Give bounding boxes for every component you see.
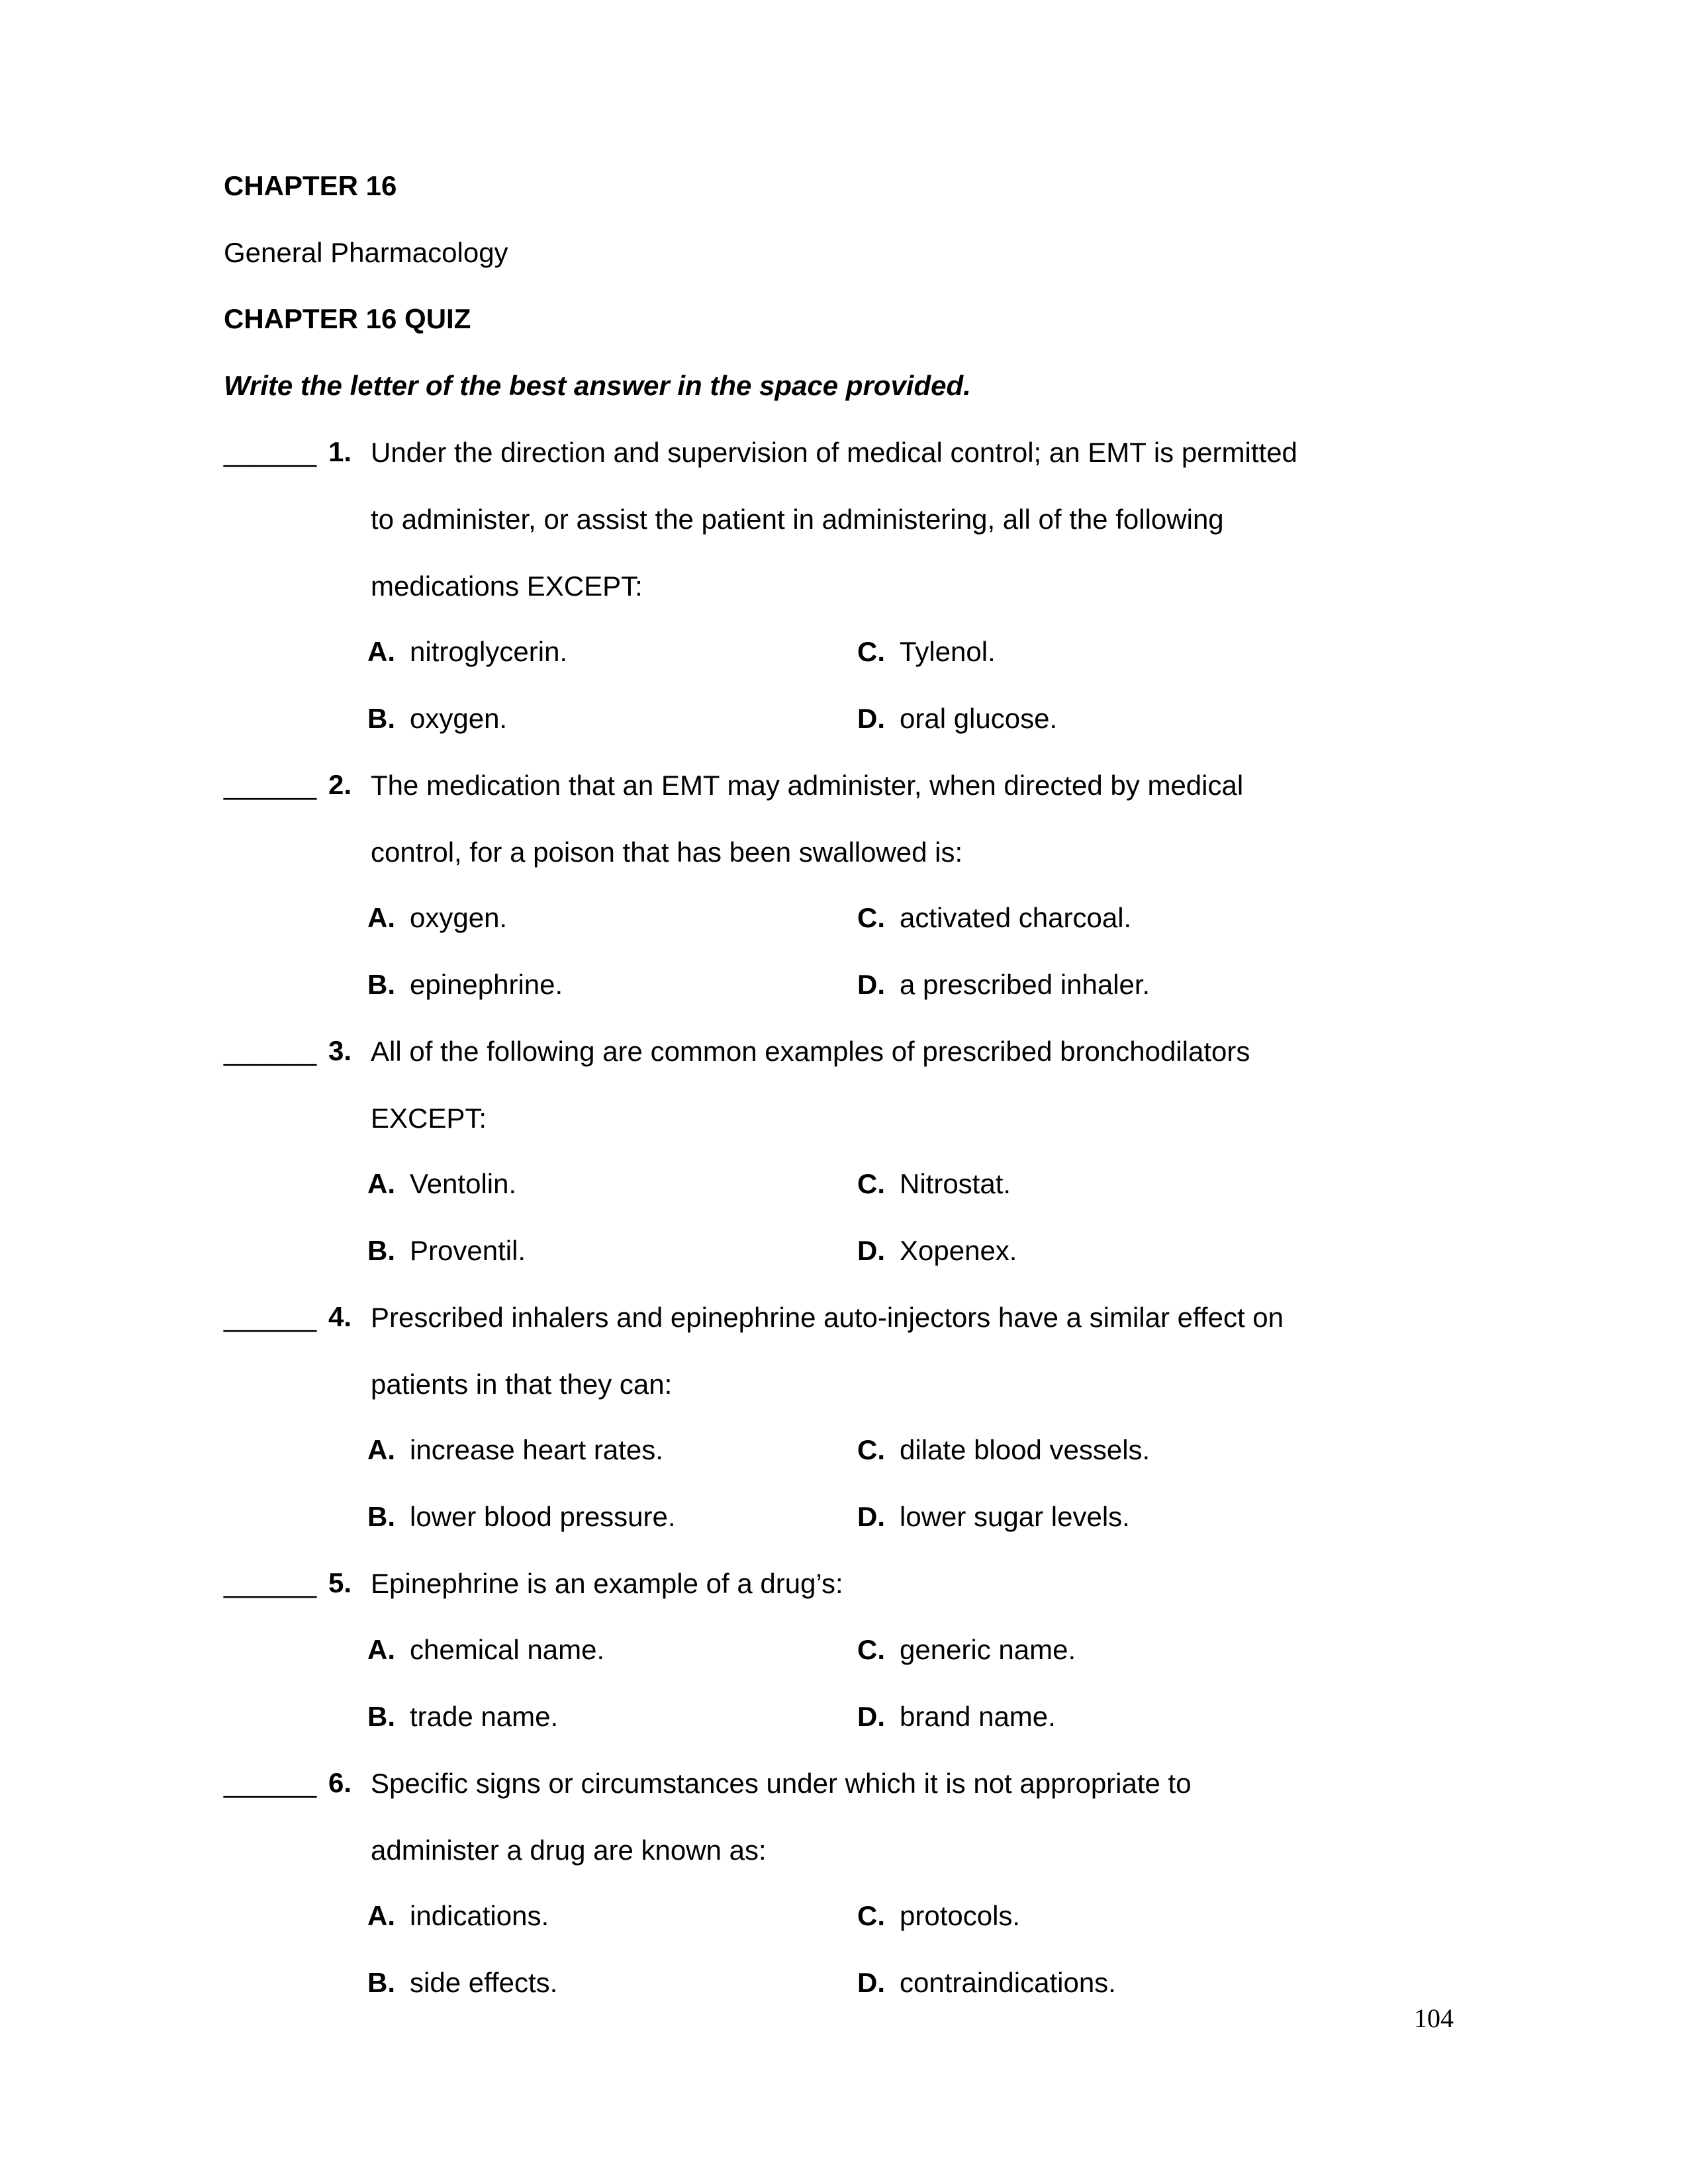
option-text: dilate blood vessels. <box>900 1434 1150 1465</box>
option-text: activated charcoal. <box>900 902 1132 933</box>
option-d <box>857 1497 1130 1537</box>
question-text: All of the following are common examples of prescribed bronchodilators EXCEPT: <box>371 1036 1250 1134</box>
answer-blank[interactable]: ______ <box>224 436 317 467</box>
option-letter: D. <box>857 1501 885 1532</box>
option-text: Tylenol. <box>900 636 996 667</box>
option-letter: A. <box>367 902 395 933</box>
option-b <box>367 1963 557 2003</box>
option-a <box>367 1430 663 1470</box>
option-b <box>367 965 563 1005</box>
option-d <box>857 1231 1017 1271</box>
option-letter: A. <box>367 636 395 667</box>
option-a <box>367 1164 516 1204</box>
option-d <box>857 1963 1116 2003</box>
question-text: The medication that an EMT may administer, when directed by medical control, for a poison that has been swallowed is: <box>371 770 1244 868</box>
chapter-subtitle: General Pharmacology <box>224 237 508 268</box>
page-number: 104 <box>1414 2003 1454 2033</box>
option-text: oxygen. <box>410 703 508 734</box>
question-text: Specific signs or circumstances under which it is not appropriate to administer a drug are known as: <box>371 1768 1192 1866</box>
option-text: oxygen. <box>410 902 508 933</box>
answer-blank[interactable]: ______ <box>224 769 317 800</box>
option-text: Nitrostat. <box>900 1168 1011 1199</box>
option-text: chemical name. <box>410 1634 605 1665</box>
question-text: Epinephrine is an example of a drug’s: <box>371 1568 843 1599</box>
answer-blank[interactable]: ______ <box>224 1767 317 1798</box>
option-text: generic name. <box>900 1634 1076 1665</box>
option-letter: D. <box>857 1235 885 1266</box>
option-text: lower sugar levels. <box>900 1501 1130 1532</box>
option-d <box>857 1697 1056 1737</box>
option-letter: D. <box>857 1967 885 1998</box>
answer-blank[interactable]: ______ <box>224 1035 317 1066</box>
question-number: 2. <box>328 769 352 800</box>
option-text: nitroglycerin. <box>410 636 568 667</box>
option-text: Ventolin. <box>410 1168 517 1199</box>
option-text: Proventil. <box>410 1235 526 1266</box>
option-text: increase heart rates. <box>410 1434 663 1465</box>
option-c <box>857 1896 1020 1936</box>
quiz-heading: CHAPTER 16 QUIZ <box>224 303 471 334</box>
option-letter: D. <box>857 969 885 1000</box>
option-letter: B. <box>367 703 395 734</box>
option-text: a prescribed inhaler. <box>900 969 1150 1000</box>
option-text: contraindications. <box>900 1967 1116 1998</box>
option-letter: D. <box>857 1701 885 1732</box>
option-letter: A. <box>367 1434 395 1465</box>
option-letter: D. <box>857 703 885 734</box>
option-c <box>857 1630 1076 1670</box>
option-c <box>857 1164 1011 1204</box>
option-letter: B. <box>367 1501 395 1532</box>
option-c <box>857 898 1131 938</box>
option-letter: A. <box>367 1900 395 1931</box>
option-d <box>857 965 1150 1005</box>
option-letter: B. <box>367 1701 395 1732</box>
question-number: 4. <box>328 1301 352 1332</box>
option-c <box>857 1430 1150 1470</box>
option-letter: C. <box>857 1168 885 1199</box>
option-d <box>857 699 1057 739</box>
option-text: Xopenex. <box>900 1235 1017 1266</box>
question-number: 5. <box>328 1567 352 1598</box>
option-letter: C. <box>857 1634 885 1665</box>
option-a <box>367 1630 604 1670</box>
option-text: oral glucose. <box>900 703 1058 734</box>
option-b <box>367 1497 676 1537</box>
option-c <box>857 632 996 672</box>
option-a <box>367 632 567 672</box>
instructions: Write the letter of the best answer in the space provided. <box>224 370 971 401</box>
option-letter: C. <box>857 902 885 933</box>
option-letter: A. <box>367 1634 395 1665</box>
question-text: Under the direction and supervision of medical control; an EMT is permitted to administer, or assist the patient in administering, all of the following medications EXCEPT: <box>371 437 1297 602</box>
option-letter: C. <box>857 1434 885 1465</box>
option-b <box>367 1231 526 1271</box>
option-text: epinephrine. <box>410 969 563 1000</box>
option-text: trade name. <box>410 1701 559 1732</box>
question-number: 1. <box>328 436 352 467</box>
question-number: 3. <box>328 1035 352 1066</box>
chapter-heading: CHAPTER 16 <box>224 170 397 201</box>
option-letter: A. <box>367 1168 395 1199</box>
option-text: side effects. <box>410 1967 558 1998</box>
option-text: indications. <box>410 1900 549 1931</box>
option-letter: C. <box>857 636 885 667</box>
answer-blank[interactable]: ______ <box>224 1567 317 1598</box>
option-a <box>367 1896 549 1936</box>
option-a <box>367 898 507 938</box>
option-letter: B. <box>367 969 395 1000</box>
option-text: lower blood pressure. <box>410 1501 676 1532</box>
option-text: brand name. <box>900 1701 1056 1732</box>
question-number: 6. <box>328 1767 352 1798</box>
option-text: protocols. <box>900 1900 1021 1931</box>
option-letter: C. <box>857 1900 885 1931</box>
answer-blank[interactable]: ______ <box>224 1301 317 1332</box>
question-text: Prescribed inhalers and epinephrine auto-injectors have a similar effect on patients in that they can: <box>371 1302 1284 1400</box>
option-letter: B. <box>367 1967 395 1998</box>
option-b <box>367 699 507 739</box>
option-b <box>367 1697 558 1737</box>
option-letter: B. <box>367 1235 395 1266</box>
